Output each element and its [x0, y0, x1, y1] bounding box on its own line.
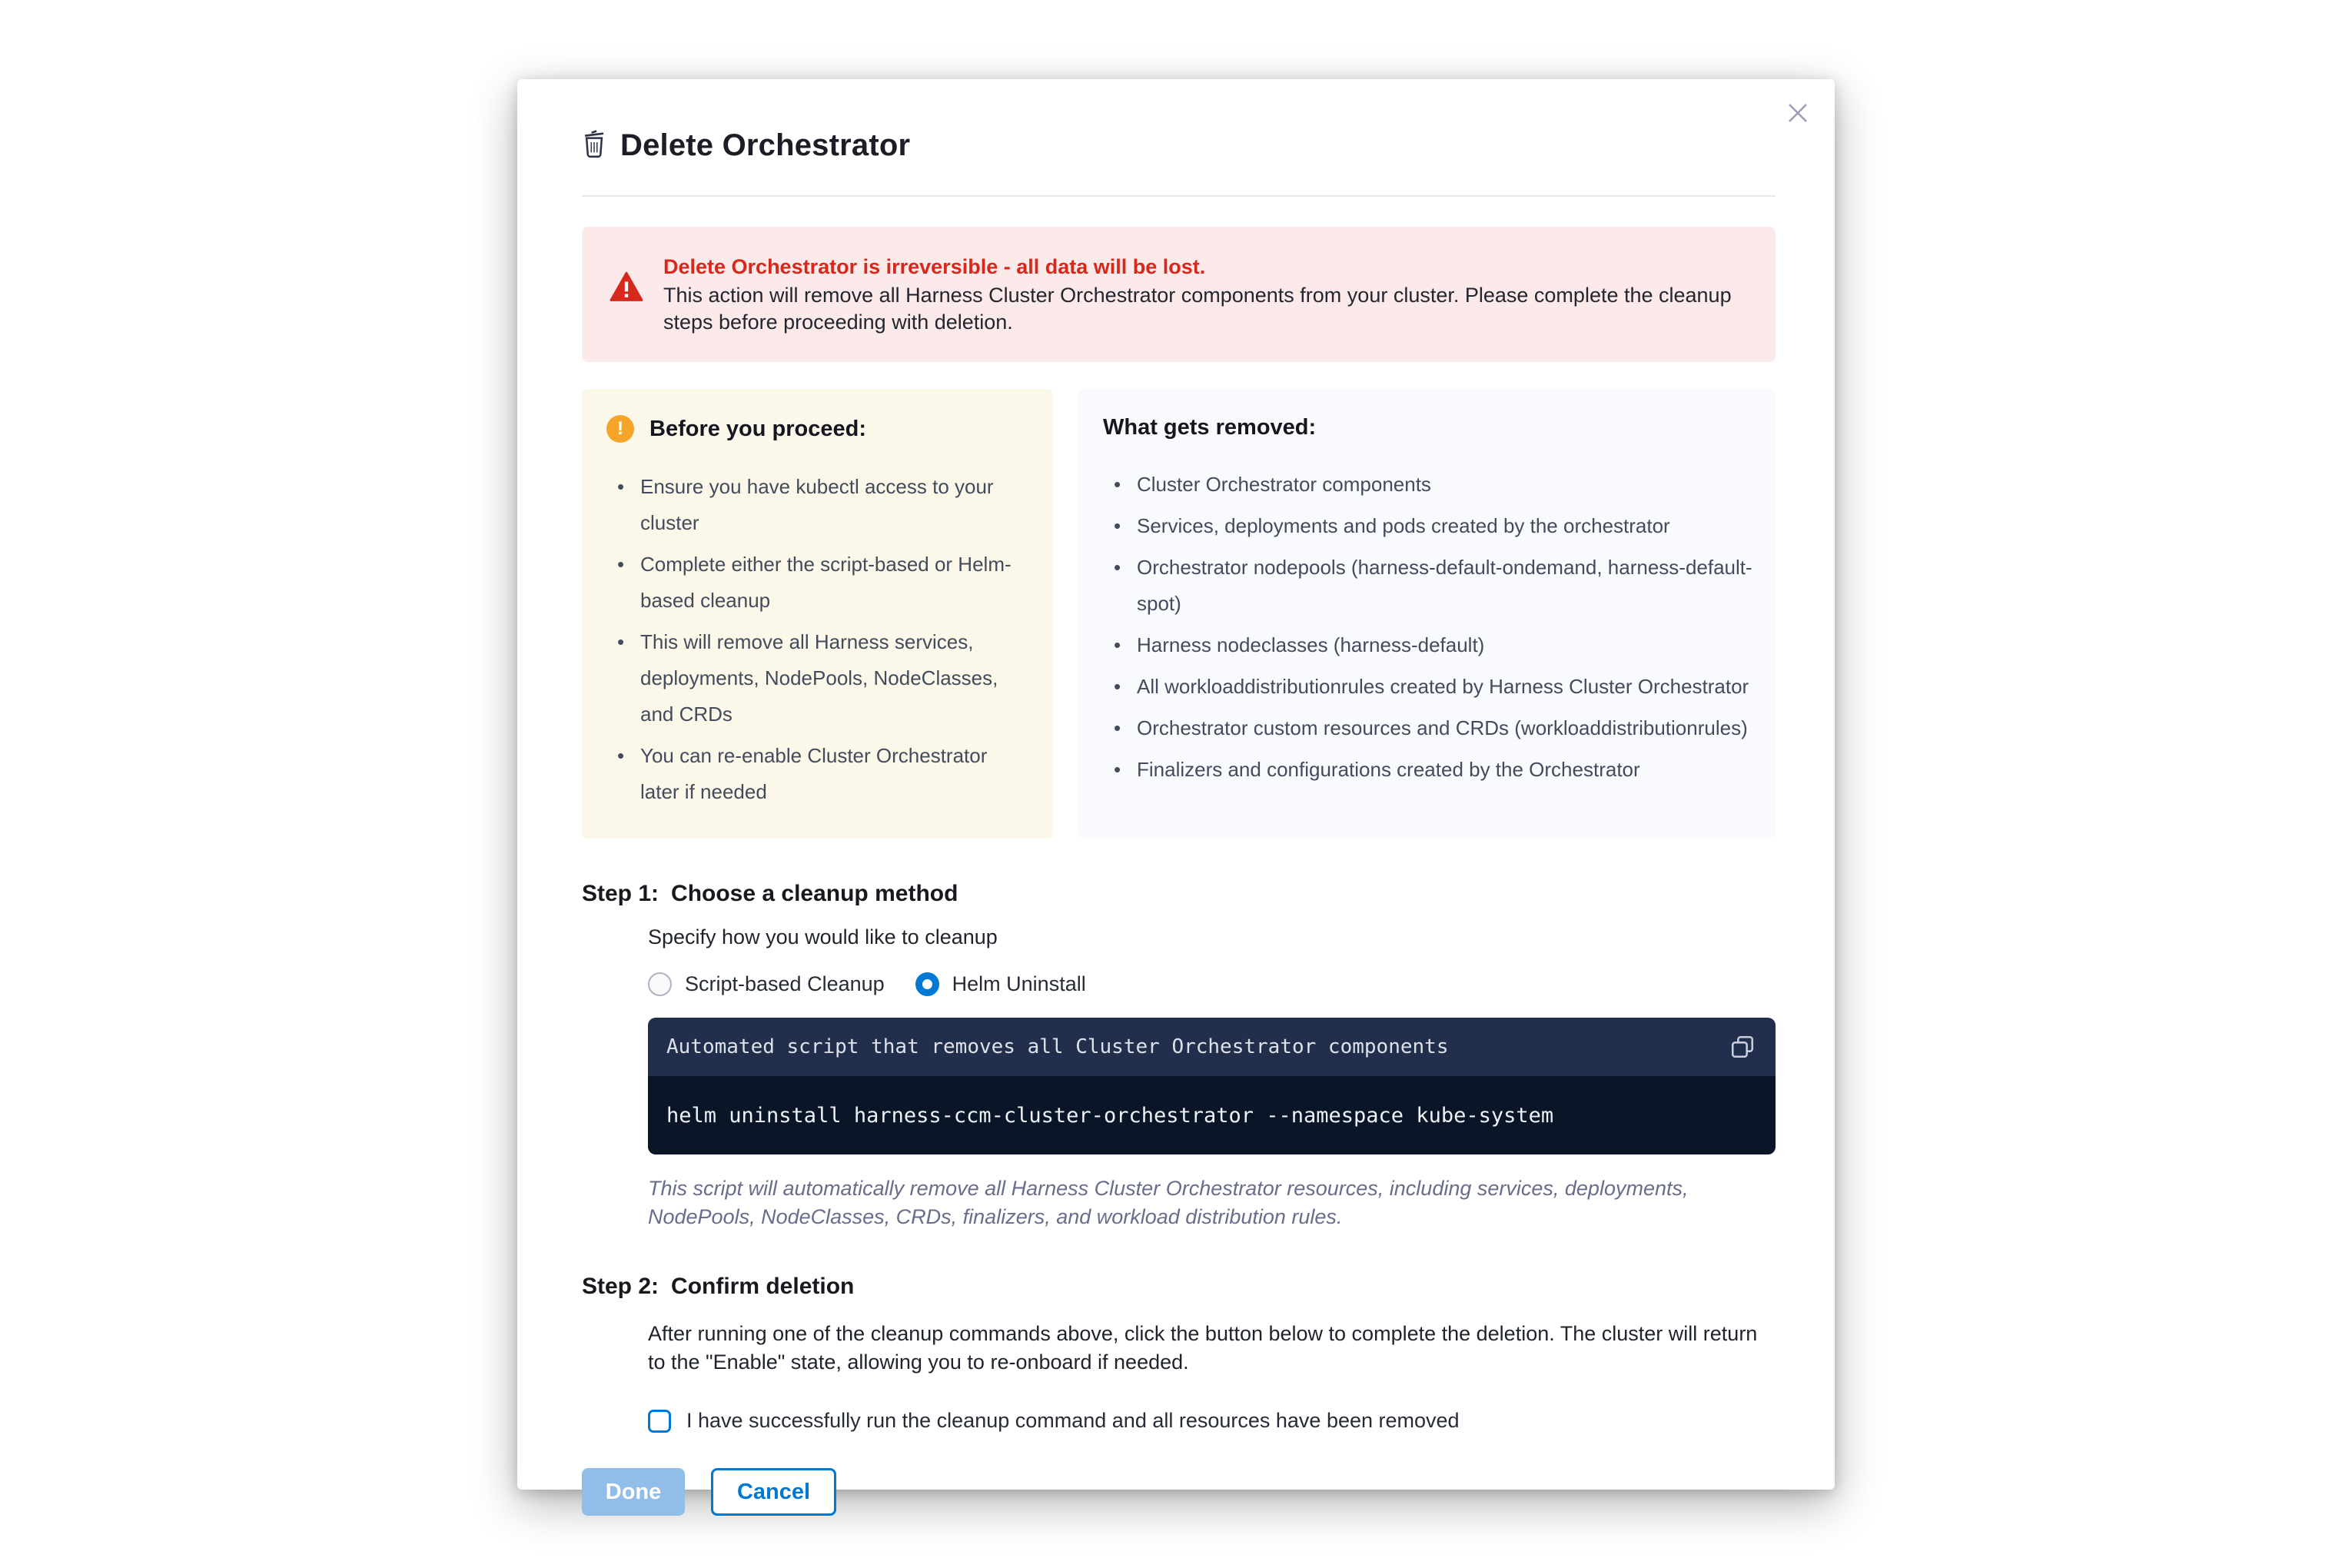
orange-exclamation-icon: !: [606, 415, 634, 443]
confirm-cleanup-checkbox[interactable]: [648, 1410, 671, 1433]
removed-box-title: What gets removed:: [1103, 415, 1317, 440]
delete-orchestrator-dialog: [517, 79, 1835, 1504]
step2-description: After running one of the cleanup commands above, click the button below to complete the deletion. The cluster will return to the "Enable" state, allowing you to re-onboard if needed.: [648, 1322, 1758, 1374]
cancel-button[interactable]: Cancel: [711, 1468, 836, 1516]
trash-icon: [582, 128, 606, 163]
cleanup-method-radio-group: [648, 972, 1776, 996]
list-item: • Finalizers and configurations created by the Orchestrator: [1103, 752, 1752, 788]
step2-label: Step 2:: [582, 1274, 659, 1299]
radio-option-script-based[interactable]: [648, 972, 885, 996]
dialog-title: Delete Orchestrator: [620, 128, 911, 162]
list-item: • Orchestrator nodepools (harness-default-ondemand, harness-default-spot): [1103, 550, 1752, 622]
step2-section: [582, 1274, 1776, 1433]
removed-box-list: [1103, 467, 1752, 788]
radio-icon[interactable]: [648, 972, 672, 996]
list-item: • Orchestrator custom resources and CRDs (workloaddistributionrules): [1103, 710, 1752, 746]
confirm-cleanup-label: I have successfully run the cleanup command and all resources have been removed: [686, 1409, 1460, 1432]
done-button[interactable]: Done: [582, 1468, 685, 1516]
step2-title: Confirm deletion: [671, 1274, 855, 1299]
list-item: • Ensure you have kubectl access to your cluster: [606, 469, 1030, 541]
list-item: • This will remove all Harness services, deployments, NodePools, NodeClasses, and CRDs: [606, 624, 1030, 733]
radio-option-label: Script-based Cleanup: [685, 972, 885, 995]
code-command[interactable]: helm uninstall harness-ccm-cluster-orchestrator --namespace kube-system: [666, 1103, 1554, 1128]
step1-subtitle: Specify how you would like to cleanup: [648, 925, 998, 948]
list-item: • Services, deployments and pods created by the orchestrator: [1103, 508, 1752, 544]
danger-alert: [582, 227, 1776, 362]
alert-body: This action will remove all Harness Cluster Orchestrator components from your cluster. Please complete the cleanup steps before proceeding with deletion.: [663, 284, 1732, 334]
list-item: • Complete either the script-based or Helm-based cleanup: [606, 546, 1030, 619]
step1-label: Step 1:: [582, 881, 659, 906]
radio-icon[interactable]: [915, 972, 939, 996]
list-item: • All workloaddistributionrules created by Harness Cluster Orchestrator: [1103, 669, 1752, 705]
radio-option-helm-uninstall[interactable]: [915, 972, 1086, 996]
dialog-header: [582, 128, 1776, 163]
list-item: • Cluster Orchestrator components: [1103, 467, 1752, 503]
step1-title: Choose a cleanup method: [671, 881, 958, 906]
header-divider: [582, 195, 1776, 197]
what-gets-removed-box: [1078, 389, 1776, 839]
close-icon[interactable]: [1784, 99, 1812, 127]
radio-option-label: Helm Uninstall: [952, 972, 1086, 995]
warning-triangle-icon: [610, 271, 643, 336]
step1-section: [582, 881, 1776, 1231]
list-item: • You can re-enable Cluster Orchestrator later if needed: [606, 738, 1030, 810]
before-box-title: Before you proceed:: [649, 416, 866, 441]
copy-icon[interactable]: [1729, 1034, 1756, 1060]
alert-title: Delete Orchestrator is irreversible - all data will be lost.: [663, 255, 1206, 278]
list-item: • Harness nodeclasses (harness-default): [1103, 627, 1752, 663]
dialog-footer: [582, 1468, 1776, 1516]
script-note: This script will automatically remove all Harness Cluster Orchestrator resources, including services, deployments, NodePools, NodeClasses, CRDs, finalizers, and workload distribution rules.: [648, 1177, 1689, 1228]
before-box-list: [606, 469, 1030, 810]
before-you-proceed-box: [582, 389, 1053, 839]
code-block-caption: Automated script that removes all Cluster Orchestrator components: [666, 1035, 1449, 1058]
code-block: [648, 1018, 1776, 1154]
